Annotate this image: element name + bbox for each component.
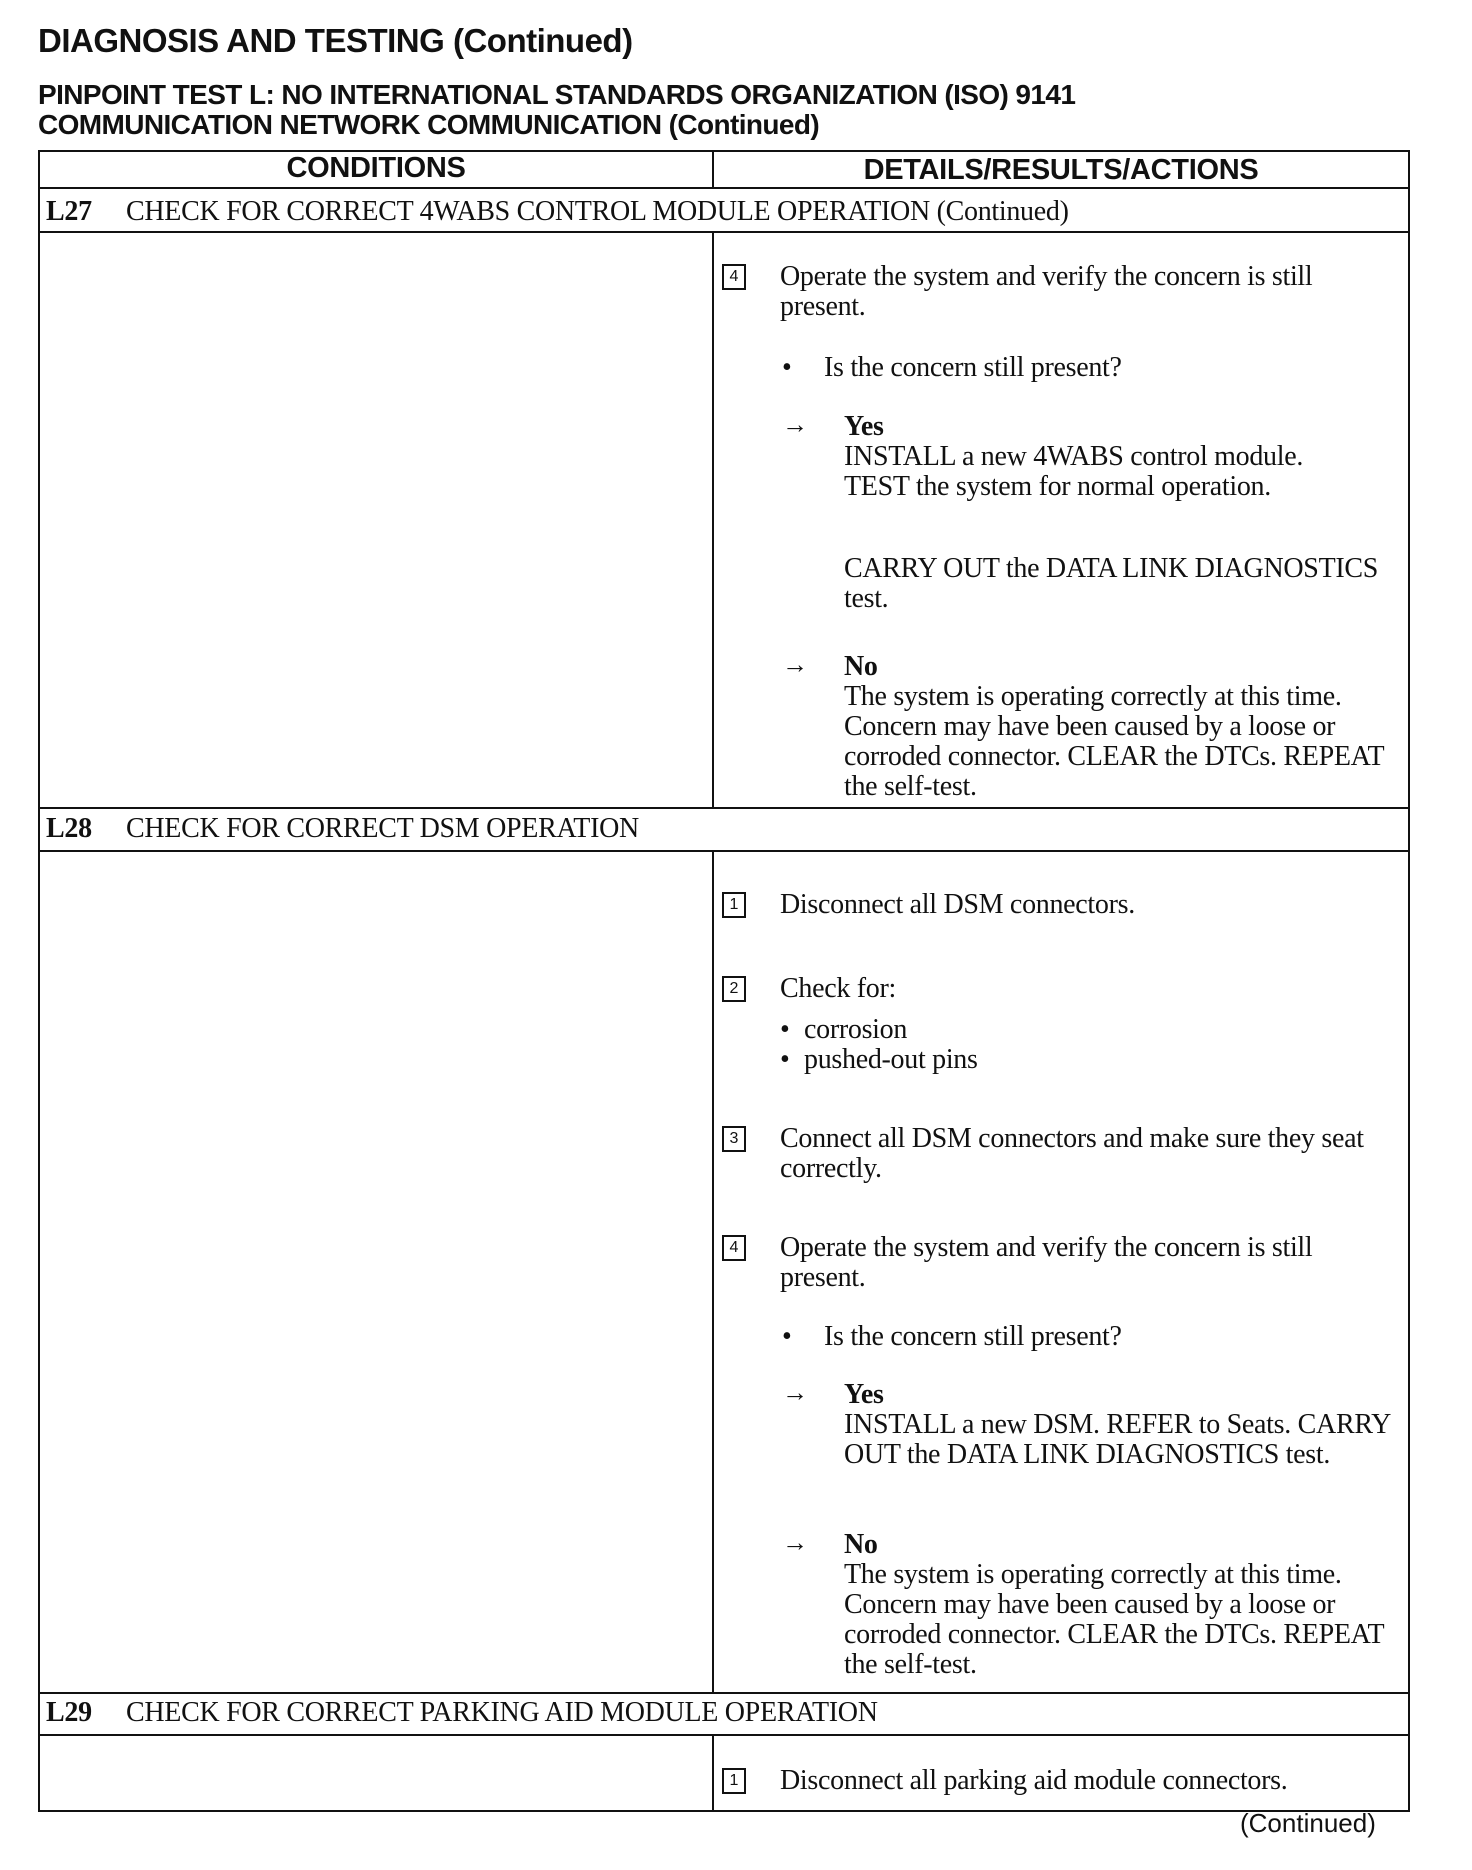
column-divider-l29	[712, 1734, 714, 1812]
section-title-l27: CHECK FOR CORRECT 4WABS CONTROL MODULE OPERATION (Continued)	[126, 196, 1069, 227]
answer-text-no: The system is operating correctly at this time. Concern may have been caused by a loose or corroded connector. CLEAR the DTCs. REPEAT the self-test.	[844, 1559, 1384, 1680]
l28-check-bullet-1	[780, 1015, 907, 1045]
rule-above-l29-heading	[38, 1692, 1410, 1694]
bullet-icon: •	[782, 1321, 792, 1352]
column-header-conditions: CONDITIONS	[286, 152, 466, 184]
answer-text-yes	[844, 442, 1404, 614]
rule-below-l29-heading	[38, 1734, 1410, 1736]
step-number-box: 2	[722, 976, 746, 1002]
rule-below-l28-heading	[38, 850, 1410, 852]
section-heading-l29	[46, 1697, 878, 1729]
rule-below-l27-heading	[38, 231, 1410, 233]
section-title-l28: CHECK FOR CORRECT DSM OPERATION	[126, 813, 639, 844]
answer-yes-line2: TEST the system for normal operation.	[844, 471, 1271, 502]
continued-note: (Continued)	[1240, 1808, 1376, 1838]
answer-text-no: The system is operating correctly at this time. Concern may have been caused by a loose or corroded connector. CLEAR the DTCs. REPEAT the self-test.	[844, 681, 1384, 802]
answer-label-no: No	[844, 651, 878, 682]
column-divider-l27	[712, 231, 714, 809]
question-text: Is the concern still present?	[824, 352, 1122, 383]
answer-label-no: No	[844, 1529, 878, 1560]
section-code-l29: L29	[46, 1697, 92, 1728]
step-text: Check for:	[780, 973, 896, 1004]
step-text: Operate the system and verify the concern is still present.	[780, 1232, 1313, 1293]
page-title: DIAGNOSIS AND TESTING (Continued)	[38, 22, 633, 59]
bullet-text: corrosion	[804, 1014, 908, 1045]
column-divider-l28	[712, 850, 714, 1694]
step-text: Disconnect all DSM connectors.	[780, 889, 1135, 920]
step-text: Disconnect all parking aid module connectors.	[780, 1765, 1288, 1796]
l27-question	[782, 353, 1122, 383]
l28-question	[782, 1322, 1122, 1352]
step-number-box: 3	[722, 1126, 746, 1152]
question-text: Is the concern still present?	[824, 1321, 1122, 1352]
bullet-icon: •	[780, 1044, 790, 1075]
answer-text-yes: INSTALL a new DSM. REFER to Seats. CARRY OUT the DATA LINK DIAGNOSTICS test.	[844, 1409, 1391, 1470]
pinpoint-test-title	[38, 80, 1338, 140]
section-code-l28: L28	[46, 813, 92, 844]
step-text: Operate the system and verify the concern is still present.	[780, 261, 1313, 322]
section-heading-l28	[46, 813, 639, 845]
answer-label-yes: Yes	[844, 411, 884, 442]
rule-below-header	[38, 187, 1410, 189]
bullet-icon: •	[782, 352, 792, 383]
arrow-right-icon: →	[782, 650, 808, 679]
arrow-right-icon: →	[782, 1378, 808, 1407]
step-number-box: 4	[722, 264, 746, 290]
answer-label-yes: Yes	[844, 1379, 884, 1410]
bullet-text: pushed-out pins	[804, 1044, 978, 1075]
pinpoint-test-title-line2: COMMUNICATION NETWORK COMMUNICATION (Continued)	[38, 109, 820, 140]
pinpoint-test-title-line1: PINPOINT TEST L: NO INTERNATIONAL STANDARDS ORGANIZATION (ISO) 9141	[38, 79, 1076, 110]
bullet-icon: •	[780, 1014, 790, 1045]
rule-above-l28-heading	[38, 807, 1410, 809]
arrow-right-icon: →	[782, 410, 808, 439]
step-number-box: 1	[722, 1768, 746, 1794]
answer-yes-line1: INSTALL a new 4WABS control module.	[844, 441, 1304, 472]
arrow-right-icon: →	[782, 1528, 808, 1557]
section-code-l27: L27	[46, 196, 92, 227]
section-title-l29: CHECK FOR CORRECT PARKING AID MODULE OPERATION	[126, 1697, 878, 1728]
l28-check-bullet-2	[780, 1045, 978, 1075]
step-number-box: 4	[722, 1235, 746, 1261]
answer-yes-line3: CARRY OUT the DATA LINK DIAGNOSTICS test.	[844, 553, 1379, 614]
column-header-details: DETAILS/RESULTS/ACTIONS	[863, 154, 1259, 186]
step-text: Connect all DSM connectors and make sure they seat correctly.	[780, 1123, 1364, 1184]
step-number-box: 1	[722, 892, 746, 918]
section-heading-l27	[46, 196, 1069, 228]
